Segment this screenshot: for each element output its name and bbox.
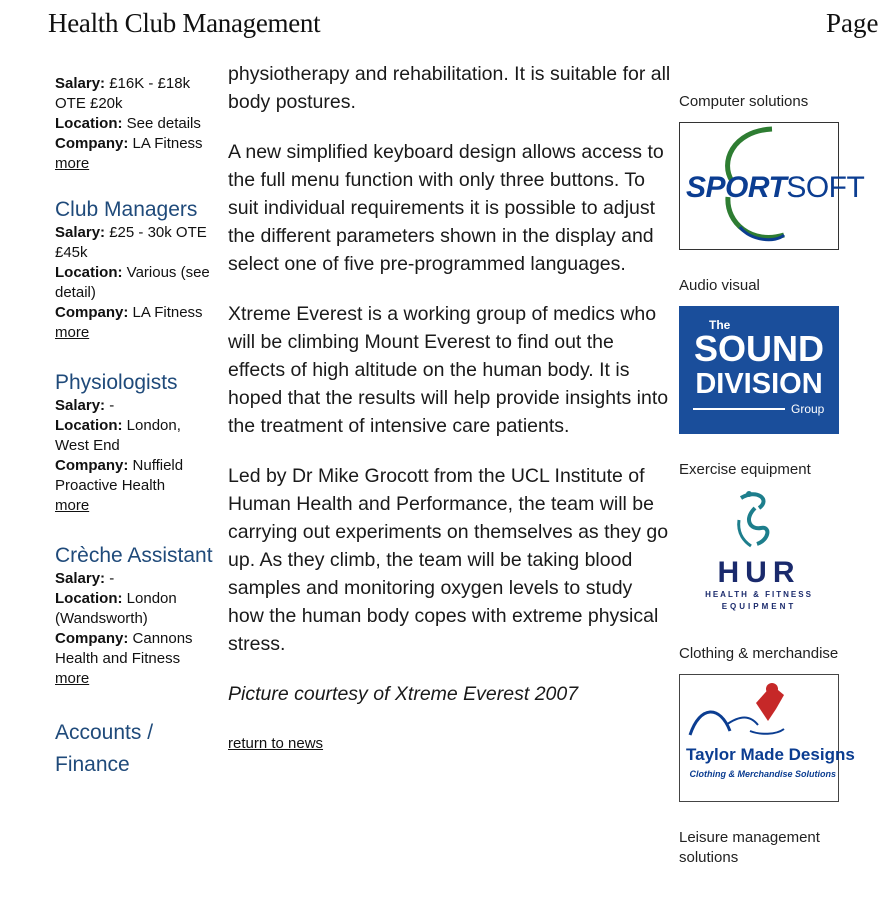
supplier-sidebar: [679, 92, 865, 868]
category-label: Computer solutions: [679, 93, 809, 110]
job-listing: [55, 544, 215, 689]
sportsoft-logo[interactable]: [679, 122, 865, 250]
company-label: Company:: [55, 135, 129, 152]
job-title[interactable]: Crèche Assistant: [55, 544, 213, 567]
article-paragraph: A new simplified keyboard design allows access to the full menu function with only three buttons. To suit individual requirements it is possible to adjust the different parameters shown in the display and select one of five pre-programmed languages.: [228, 141, 664, 275]
image-caption: Picture courtesy of Xtreme Everest 2007: [228, 683, 579, 705]
sound-division-logo[interactable]: [679, 306, 839, 434]
hur-figure-icon: [679, 490, 839, 560]
taylor-logo-text: Taylor Made Designs: [686, 745, 855, 764]
location-label: Location:: [55, 417, 123, 434]
company-value: LA Fitness: [132, 135, 203, 152]
company-label: Company:: [55, 457, 129, 474]
job-listings: [55, 74, 215, 809]
company-value: Cannons Health and Fitness: [55, 630, 193, 667]
category-label: Audio visual: [679, 277, 760, 294]
location-value: Various (see detail): [55, 264, 210, 301]
salary-value: -: [109, 397, 115, 414]
more-link[interactable]: more: [55, 670, 90, 687]
location-value: London, West End: [55, 417, 181, 454]
company-value: LA Fitness: [132, 304, 203, 321]
divider: [693, 408, 785, 410]
company-label: Company:: [55, 630, 129, 647]
article-paragraph: physiotherapy and rehabilitation. It is suitable for all body postures.: [228, 63, 671, 113]
company-label: Company:: [55, 304, 129, 321]
salary-value: £25 - 30k OTE £45k: [55, 224, 207, 261]
hur-logo-sub: HEALTH & FITNESS: [705, 590, 813, 599]
more-link[interactable]: more: [55, 155, 90, 172]
salary-label: Salary:: [55, 75, 106, 92]
job-listing: [55, 717, 215, 781]
company-value: Nuffield Proactive Health: [55, 457, 184, 494]
salary-label: Salary:: [55, 570, 106, 587]
sportsoft-logo-text: SPORT: [686, 171, 787, 204]
taylor-figure-icon: [680, 675, 838, 745]
location-label: Location:: [55, 115, 123, 132]
taylor-made-logo[interactable]: [679, 674, 855, 802]
category-label: Leisure management solutions: [679, 829, 820, 866]
article-paragraph: Xtreme Everest is a working group of medics who will be climbing Mount Everest to find out the effects of high altitude on the human body. It is hoped that the results will help provide insights into the treatment of intensive care patients.: [228, 303, 669, 437]
salary-label: Salary:: [55, 397, 106, 414]
sportsoft-logo-text: SOFT: [786, 171, 865, 204]
job-title[interactable]: Accounts / Finance: [55, 721, 154, 776]
return-to-news-link[interactable]: return to news: [228, 735, 324, 752]
job-title[interactable]: Physiologists: [55, 371, 178, 394]
job-listing: [55, 198, 215, 343]
category-label: Exercise equipment: [679, 461, 811, 478]
hur-logo-text: HUR: [717, 556, 801, 589]
salary-label: Salary:: [55, 224, 106, 241]
article-paragraph: Led by Dr Mike Grocott from the UCL Institute of Human Health and Performance, the team will be carrying out experiments on themselves as they go up. As they climb, the team will be taking blood samples and monitoring oxygen levels to study how the human body copes with extreme physical stress.: [228, 465, 669, 655]
location-value: See details: [126, 115, 201, 132]
more-link[interactable]: more: [55, 497, 90, 514]
location-label: Location:: [55, 264, 123, 281]
sound-logo-small: The: [709, 318, 731, 332]
hur-logo[interactable]: [679, 490, 839, 618]
job-listing: [55, 74, 215, 174]
more-link[interactable]: more: [55, 324, 90, 341]
salary-value: £16K - £18k OTE £20k: [55, 75, 191, 112]
sound-logo-tag: Group: [791, 402, 825, 416]
hur-logo-tag: EQUIPMENT: [721, 602, 797, 611]
sound-logo-text: SOUND: [693, 328, 824, 369]
location-value: London (Wandsworth): [55, 590, 177, 627]
site-title: Health Club Management: [48, 8, 321, 38]
taylor-logo-tag: Clothing & Merchandise Solutions: [689, 769, 836, 779]
category-label: Clothing & merchandise: [679, 645, 839, 662]
salary-value: -: [109, 570, 115, 587]
job-listing: [55, 371, 215, 516]
page-label: Page: [826, 8, 878, 38]
sound-logo-text: DIVISION: [695, 368, 823, 400]
job-title[interactable]: Club Managers: [55, 198, 198, 221]
article-body: [228, 60, 673, 758]
location-label: Location:: [55, 590, 123, 607]
